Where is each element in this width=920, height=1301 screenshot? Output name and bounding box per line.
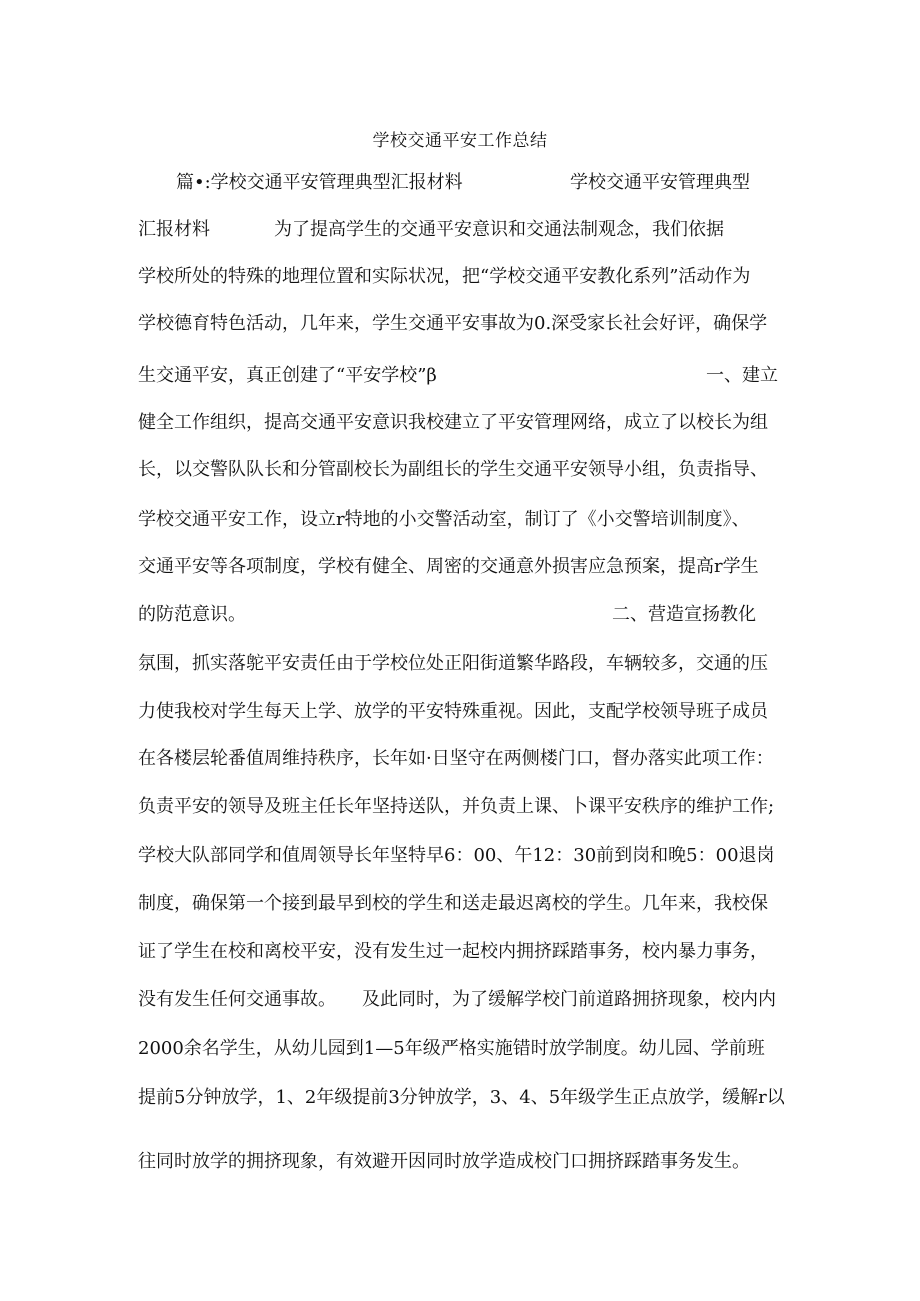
- text-segment: 负责平安的领导及班主任长年坚持送队，并负责上课、卜课平安秩序的维护工作;: [138, 796, 775, 817]
- text-segment: 学校德育特色活动，几年来，学生交通平安事故为0.深受家长社会好评，确保学: [138, 313, 768, 334]
- text-segment: 往同时放学的拥挤现象，有效避开因同时放学造成校门口拥挤踩踏事务发生。: [138, 1151, 750, 1172]
- text-segment: 为了提高学生的交通平安意识和交通法制观念，我们依据: [274, 219, 724, 240]
- text-segment: 长，以交警队队长和分管副校长为副组长的学生交通平安领导小组，负责指导、: [138, 459, 768, 480]
- text-segment: 力使我校对学生每天上学、放学的平安特殊重视。因此，支配学校领导班子成员: [138, 701, 768, 722]
- text-segment: 没有发生任何交通事故。: [138, 989, 336, 1010]
- text-segment: 学校交通平安管理典型: [570, 172, 750, 193]
- text-segment: 生交通平安，真正创建了“平安学校”β: [138, 365, 437, 386]
- text-segment: 交通平安等各项制度，学校有健全、周密的交通意外损害应急预案，提高r学生: [138, 556, 759, 577]
- text-segment: 健全工作组织，提高交通平安意识我校建立了平安管理网络，成立了以校长为组: [138, 412, 768, 433]
- text-segment: 学校交通平安工作，设立r特地的小交警活动室，制订了《小交警培训制度》、: [138, 509, 750, 530]
- text-segment: 制度，确保第一个接到最早到校的学生和送走最迟离校的学生。几年来，我校保: [138, 893, 768, 914]
- text-segment: 2000余名学生，从幼儿园到1—5年级严格实施错时放学制度。幼儿园、学前班: [138, 1038, 765, 1059]
- text-segment: 学校所处的特殊的地理位置和实际状况，把“学校交通平安教化系列”活动作为: [138, 266, 751, 287]
- text-segment: 氛围，抓实落鸵平安责任由于学校位处正阳街道繁华路段，车辆较多，交通的压: [138, 653, 768, 674]
- text-segment: 及此同时，为了缓解学校门前道路拥挤现象，校内内: [362, 989, 776, 1010]
- text-segment: 提前5分钟放学，1、2年级提前3分钟放学，3、4、5年级学生正点放学，缓解r以: [138, 1087, 785, 1108]
- document-title: 学校交通平安工作总结: [372, 131, 548, 151]
- text-segment: 二、营造宣扬教化: [612, 604, 756, 625]
- text-segment: 在各楼层轮番值周维持秩序，长年如·日坚守在两侧楼门口，督办落实此项工作：: [138, 748, 774, 769]
- text-segment: 一、建立: [706, 365, 778, 386]
- text-segment: 学校大队部同学和值周领导长年坚特早6：00、午12：30前到岗和晚5：00退岗: [138, 845, 775, 866]
- text-segment: 的防范意识。: [138, 604, 246, 625]
- text-segment: 篇•:学校交通平安管理典型汇报材料: [176, 172, 463, 193]
- text-segment: 汇报材料: [138, 219, 210, 240]
- text-segment: 证了学生在校和离校平安，没有发生过一起校内拥挤踩踏事务，校内暴力事务，: [138, 941, 768, 962]
